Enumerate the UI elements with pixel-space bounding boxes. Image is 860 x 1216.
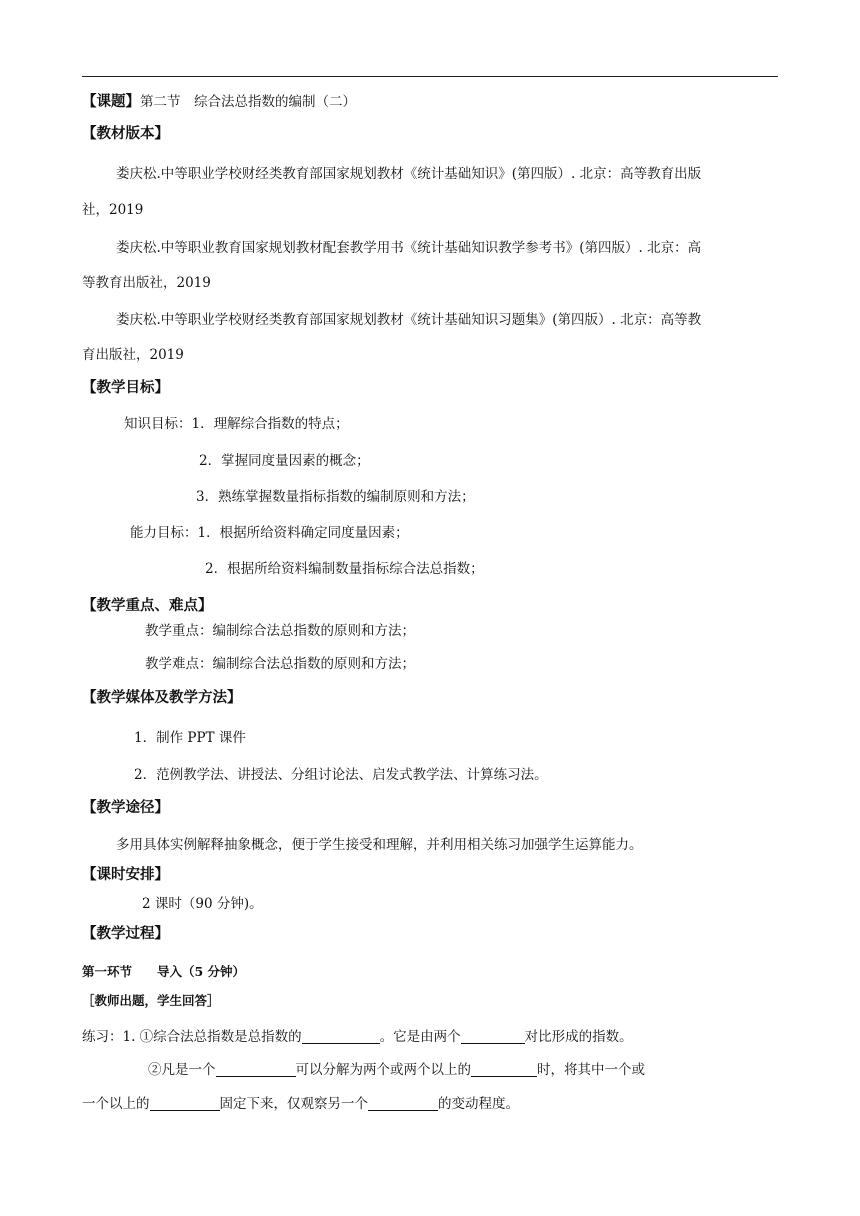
schedule-heading: 【课时安排】 [82,866,169,883]
textbook-ref-2-line-2: 等教育出版社，2019 [82,275,211,291]
answer-blank[interactable] [461,1029,525,1044]
knowledge-objective-2: 2．掌握同度量因素的概念； [199,453,370,469]
textbook-ref-3-line-2: 育出版社，2019 [82,347,184,363]
teaching-focus: 教学重点：编制综合法总指数的原则和方法； [145,623,415,639]
process-heading: 【教学过程】 [82,925,169,942]
knowledge-objective-3: 3．熟练掌握数量指标指数的编制原则和方法； [196,489,475,505]
ability-objective-label: 能力目标： [130,525,198,541]
knowledge-objective-1: 知识目标：1．理解综合指数的特点； [124,416,349,432]
answer-blank[interactable] [302,1029,380,1044]
approach-text: 多用具体实例解释抽象概念，便于学生接受和理解，并利用相关练习加强学生运算能力。 [116,837,643,853]
knowledge-objective-label: 知识目标： [124,416,192,432]
ability-objective-1: 能力目标：1．根据所给资料确定同度量因素； [130,525,409,541]
answer-blank[interactable] [150,1096,220,1111]
exercise-line-1: 练习：1. ①综合法总指数是总指数的 。它是由两个 对比形成的指数。 [82,1029,633,1045]
textbook-ref-3-line-1: 娄庆松.中等职业学校财经类教育部国家规划教材《统计基础知识习题集》(第四版）. 北京：高等教 [116,312,702,328]
lesson-title-text: 第二节 综合法总指数的编制（二） [140,94,356,110]
teacher-question-note: ［教师出题，学生回答］ [82,993,220,1008]
teaching-difficulty: 教学难点：编制综合法总指数的原则和方法； [145,656,415,672]
schedule-text: 2 课时（90 分钟)。 [142,896,263,912]
media-item-1: 1．制作 PPT 课件 [134,730,246,746]
keypoints-heading: 【教学重点、难点】 [82,597,213,614]
approach-heading: 【教学途径】 [82,799,169,816]
exercise-line-3: 一个以上的 固定下来，仅观察另一个 的变动程度。 [82,1096,519,1112]
media-heading: 【教学媒体及教学方法】 [82,689,242,706]
lesson-title [82,90,356,111]
media-item-2: 2．范例教学法、讲授法、分组讨论法、启发式教学法、计算练习法。 [134,767,548,783]
answer-blank[interactable] [368,1096,438,1111]
section-1-title: 第一环节 导入（5 分钟） [82,964,246,979]
answer-blank[interactable] [216,1062,296,1077]
ability-objective-2: 2．根据所给资料编制数量指标综合法总指数； [205,561,484,577]
textbook-ref-2-line-1: 娄庆松.中等职业教育国家规划教材配套教学用书《统计基础知识教学参考书》(第四版）. 北京：高 [116,240,702,256]
header-rule [82,76,778,77]
textbook-ref-1-line-1: 娄庆松.中等职业学校财经类教育部国家规划教材《统计基础知识》(第四版）. 北京：高等教育出版 [116,166,702,182]
objectives-heading: 【教学目标】 [82,379,169,396]
lesson-title-label: 【课题】 [82,93,140,110]
exercise-line-2: ②凡是一个 可以分解为两个或两个以上的 时，将其中一个或 [148,1062,645,1078]
textbook-ref-1-line-2: 社，2019 [82,202,144,218]
textbook-heading: 【教材版本】 [82,125,169,142]
answer-blank[interactable] [471,1062,537,1077]
